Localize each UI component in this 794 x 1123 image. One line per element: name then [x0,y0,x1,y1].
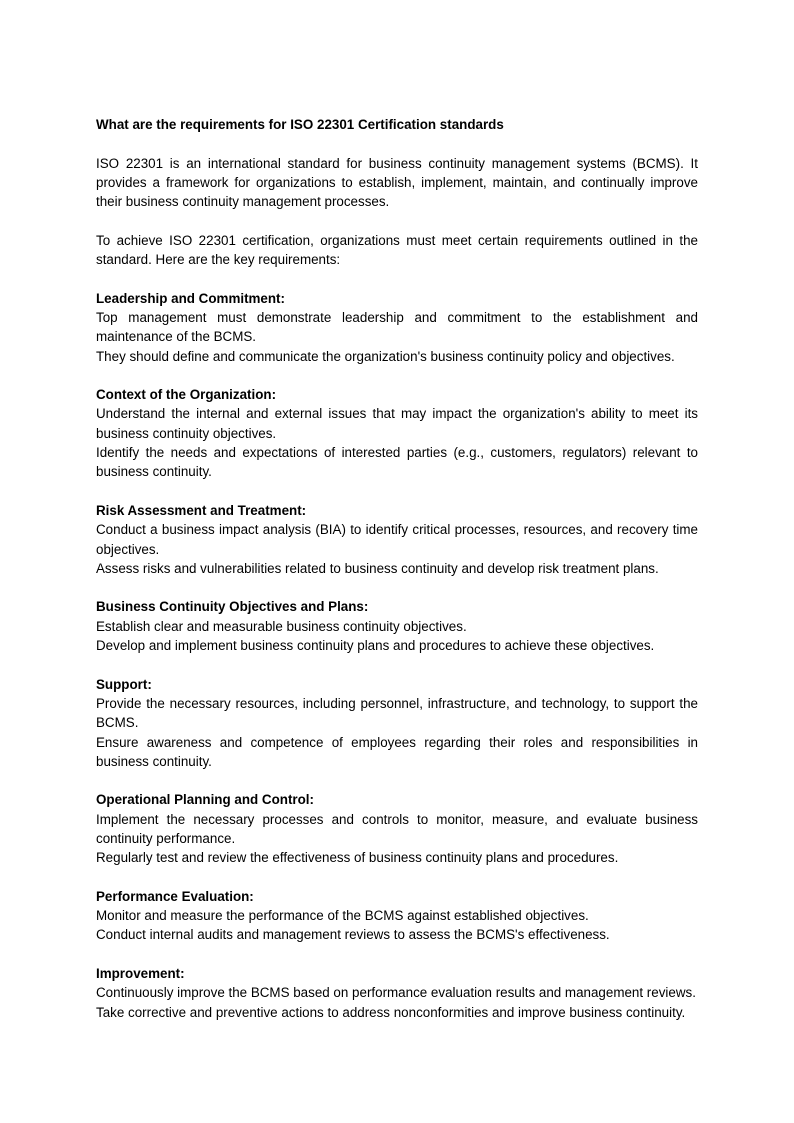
section-heading: Risk Assessment and Treatment: [96,502,307,518]
intro-paragraph: To achieve ISO 22301 certification, organizations must meet certain requirements outlined in the standard. Here are the key requirements: [96,232,698,268]
section-text: Conduct a business impact analysis (BIA) to identify critical processes, resources, and recovery time objectives. [96,522,698,557]
section-text: Establish clear and measurable business continuity objectives. [96,618,467,634]
section-heading: Performance Evaluation: [96,888,254,904]
section-improvement [96,964,698,1022]
section-text: Ensure awareness and competence of employees regarding their roles and responsibilities in business continuity. [96,734,698,769]
section-objectives-plans [96,597,698,655]
section-text: Implement the necessary processes and controls to monitor, measure, and evaluate business continuity performance. [96,811,698,846]
section-text: Top management must demonstrate leadership and commitment to the establishment and maintenance of the BCMS. [96,309,698,345]
intro-paragraph: ISO 22301 is an international standard for business continuity management systems (BCMS). It provides a framework for organizations to establish, implement, maintain, and continually improve their business continuity management processes. [96,155,698,210]
section-text: Understand the internal and external issues that may impact the organization's ability to meet its business continuity objectives. [96,406,698,441]
document-page [96,115,698,1041]
section-support [96,675,698,771]
section-heading: Context of the Organization: [96,387,277,403]
section-context [96,385,698,481]
section-performance-evaluation [96,887,698,945]
section-text: They should define and communicate the organization's business continuity policy and objectives. [96,348,675,364]
section-heading: Business Continuity Objectives and Plans: [96,599,369,615]
section-risk-assessment [96,501,698,578]
section-text: Provide the necessary resources, including personnel, infrastructure, and technology, to support the BCMS. [96,695,698,731]
section-heading: Improvement: [96,966,185,982]
section-text: Monitor and measure the performance of the BCMS against established objectives. [96,908,589,924]
section-text: Take corrective and preventive actions to address nonconformities and improve business continuity. [96,1004,686,1020]
section-text: Continuously improve the BCMS based on performance evaluation results and management reviews. [96,985,696,1001]
document-title: What are the requirements for ISO 22301 Certification standards [96,117,504,132]
section-heading: Leadership and Commitment: [96,290,285,306]
section-heading: Support: [96,676,152,692]
section-text: Identify the needs and expectations of interested parties (e.g., customers, regulators) relevant to business continuity. [96,445,698,480]
section-leadership [96,289,698,366]
section-operational-planning [96,790,698,867]
section-text: Regularly test and review the effectiveness of business continuity plans and procedures. [96,850,619,866]
section-text: Develop and implement business continuity plans and procedures to achieve these objectives. [96,638,655,654]
section-text: Conduct internal audits and management reviews to assess the BCMS's effectiveness. [96,927,610,943]
section-heading: Operational Planning and Control: [96,792,314,808]
section-text: Assess risks and vulnerabilities related to business continuity and develop risk treatment plans. [96,560,659,576]
